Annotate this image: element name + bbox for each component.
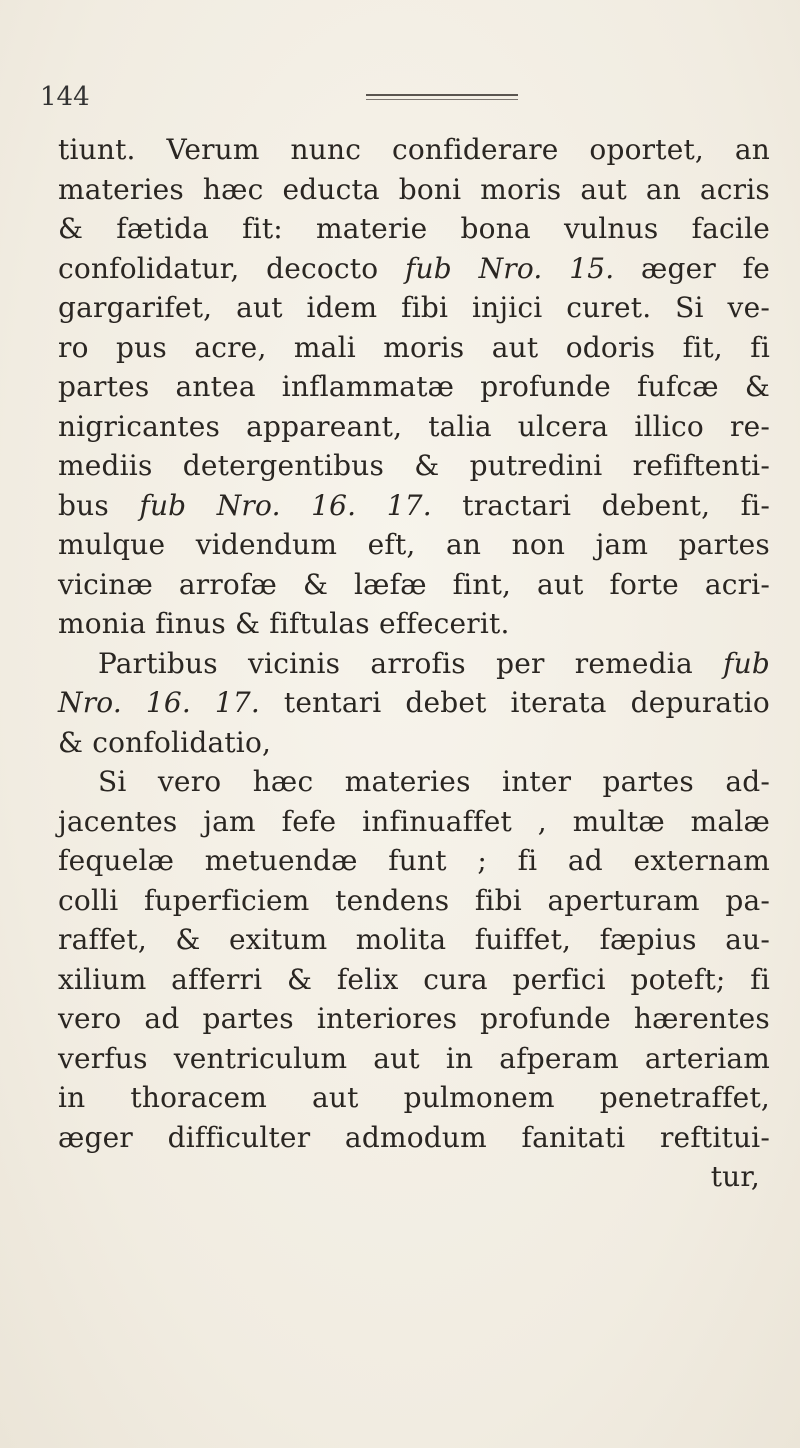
text-line [58,130,770,170]
text-fragment: mediis detergentibus & putredini refiftenti- [58,449,770,482]
text-line [58,209,770,249]
text-line [58,644,770,684]
text-fragment: fub Nro. 16. 17. [139,488,432,522]
text-fragment: tractari debent, fi- [431,488,770,522]
text-line [58,1039,770,1079]
text-fragment: tiunt. Verum nunc confiderare oportet, an [58,133,770,166]
text-fragment: materies hæc educta boni moris aut an acris [58,172,770,206]
text-line [58,920,770,960]
text-fragment: monia finus & fiftulas effecerit. [58,607,510,640]
page-number: 144 [40,82,90,112]
text-line [58,288,770,328]
header-rule [366,94,518,100]
text-line [58,604,770,644]
text-fragment: fub [723,646,770,680]
text-line [58,1078,770,1118]
text-fragment: gargarifet, aut idem fibi injici curet. Si ve- [58,291,770,324]
body-text [58,130,770,1197]
text-line [58,446,770,486]
text-fragment: verfus ventriculum aut in afperam arteriam [58,1041,770,1075]
text-fragment: bus [58,488,140,522]
text-line [58,486,770,526]
text-fragment: æger difficulter admodum fanitati reftitui- [58,1120,770,1154]
text-fragment: mulque videndum eft, an non jam partes [58,528,770,561]
text-fragment: in thoracem aut pulmonem penetraffet, [58,1081,770,1114]
text-line [58,565,770,605]
text-fragment: Nro. 16. 17. [58,686,261,719]
text-fragment: æger fe [614,251,770,285]
text-line [58,1118,770,1158]
text-fragment: ro pus acre, mali moris aut odoris fit, fi [58,330,770,364]
text-line [58,723,770,763]
text-line [58,881,770,921]
text-fragment: partes antea inflammatæ profunde fufcæ & [58,370,770,403]
text-fragment: & fætida fit: materie bona vulnus facile [58,212,770,245]
text-fragment: tur, [710,1160,760,1193]
text-fragment: confolidatur, decocto [58,251,405,285]
text-line [58,525,770,565]
text-line [58,841,770,881]
text-line [58,999,770,1039]
text-line [58,249,770,289]
text-fragment: vero ad partes interiores profunde hærentes [58,1002,770,1035]
text-line [58,407,770,447]
text-fragment: colli fuperficiem tendens fibi aperturam pa- [58,883,770,917]
text-fragment: vicinæ arrofæ & læfæ fint, aut forte acri- [58,567,770,601]
text-fragment: fub Nro. 15. [404,251,615,285]
text-line [58,170,770,210]
text-fragment: & confolidatio, [58,725,272,759]
text-line [58,802,770,842]
text-fragment: fequelæ metuendæ funt ; fi ad externam [58,844,770,877]
text-fragment: nigricantes appareant, talia ulcera illico re- [58,409,770,443]
text-line [58,683,770,723]
text-fragment: tentari debet iterata depuratio [260,686,770,719]
text-fragment: Partibus vicinis arrofis per remedia [98,646,724,680]
text-line [58,367,770,407]
text-fragment: jacentes jam fefe infinuaffet , multæ malæ [58,804,770,838]
text-fragment: xilium afferri & felix cura perfici poteft; fi [58,962,770,996]
text-fragment: Si vero hæc materies inter partes ad- [98,765,770,798]
text-line [58,328,770,368]
text-line [58,762,770,802]
text-fragment: raffet, & exitum molita fuiffet, fæpius au- [58,923,770,956]
text-line [58,960,770,1000]
catchword [58,1157,770,1197]
